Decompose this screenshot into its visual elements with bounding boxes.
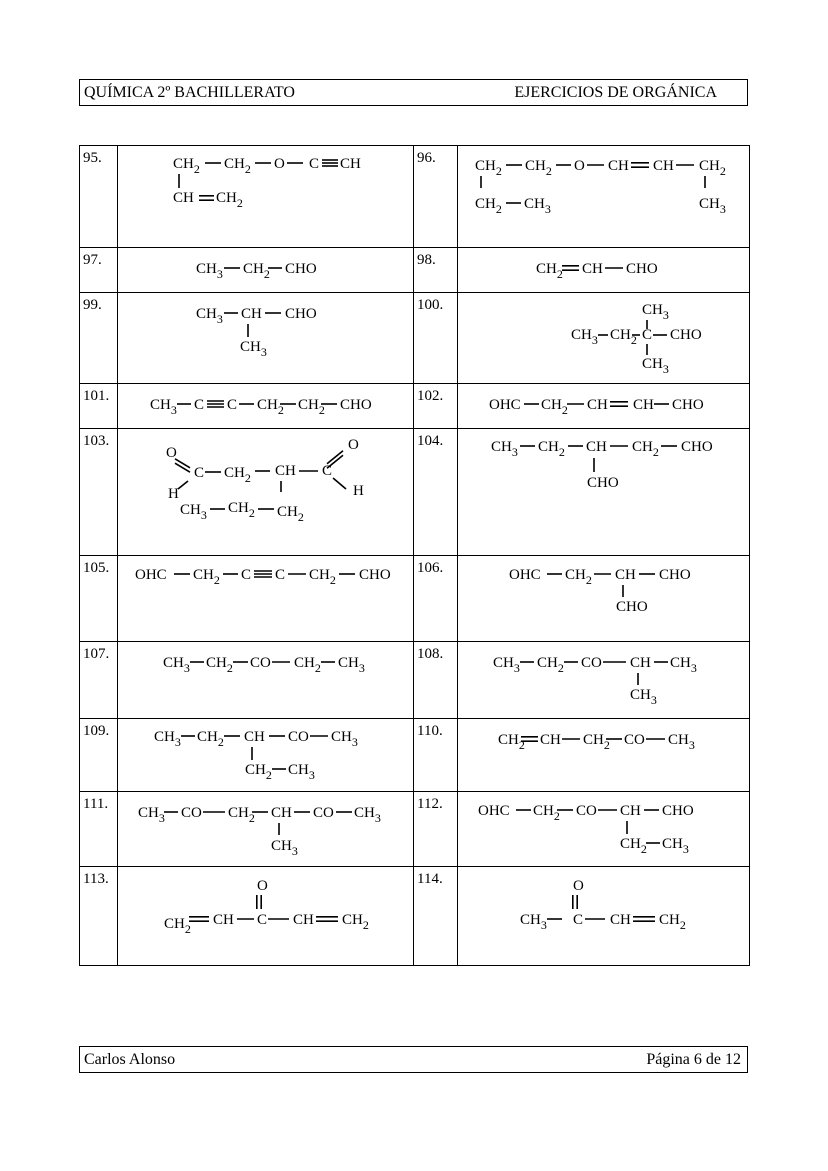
subscript: 2 [244,162,251,176]
subscript: 2 [518,738,525,752]
atom-group-label: C [241,567,252,583]
exercise-number: 100. [414,293,458,384]
atom-group-label: $CH_2$ [309,567,336,587]
atom-group-label: $CH_2$ [537,655,564,675]
atom-group-label: $CH_2$ [224,156,251,176]
exercise-number: 95. [80,146,118,248]
atom-group-label: O [166,445,177,461]
atom-group-label: CHO [285,306,317,322]
atom-group-label: C [257,912,268,928]
atom-group-label: $CH_3$ [271,838,298,858]
subscript: 2 [545,164,552,178]
subscript: 3 [260,345,267,359]
atom-group-label: CH [173,190,194,206]
molecule-103 [118,429,414,555]
subscript: 3 [719,202,726,216]
subscript: 3 [174,735,181,749]
structural-formula [118,146,414,248]
exercise-number: 110. [414,719,458,792]
atom-group-label: CHO [587,475,619,491]
subscript: 3 [540,918,547,932]
atom-group-label: $CH_2$ [206,655,233,675]
atom-group-label: $CH_2$ [173,156,200,176]
subscript: 2 [561,403,568,417]
subscript: 2 [265,768,272,782]
exercise-row [80,248,750,293]
atom-group-label: $CH_2$ [216,190,243,210]
structural-formula [118,642,414,719]
subscript: 3 [591,333,598,347]
atom-group-label: CO [181,805,202,821]
atom-group-label: $CH_2$ [583,732,610,752]
atom-group-label: $CH_2$ [533,803,560,823]
atom-group-label: CH [293,912,314,928]
exercise-number: 108. [414,642,458,719]
molecule-109 [118,719,414,791]
atom-group-label: CO [288,729,309,745]
page-footer [79,1046,748,1073]
exercise-number: 105. [80,556,118,642]
atom-group-label: $CH_2$ [538,439,565,459]
structural-formula [458,248,750,293]
atom-group-label: $CH_2$ [245,762,272,782]
atom-group-label: $CH_3$ [138,805,165,825]
subscript: 3 [688,738,695,752]
exercise-number: 102. [414,384,458,429]
subscript: 3 [158,811,165,825]
atom-group-label: OHC [135,567,167,583]
bond [175,463,190,472]
atom-group-label: $CH_3$ [642,302,669,322]
exercise-number: 99. [80,293,118,384]
atom-group-label: CH [633,397,654,413]
atom-group-label: H [168,486,179,502]
exercise-number: 106. [414,556,458,642]
atom-group-label: $CH_2$ [294,655,321,675]
atom-group-label: $CH_3$ [520,912,547,932]
subscript: 3 [183,661,190,675]
subscript: 3 [690,661,697,675]
exercise-number: 112. [414,792,458,867]
atom-group-label: $CH_3$ [524,196,551,216]
atom-group-label: CH [615,567,636,583]
atom-group-label: CHO [340,397,372,413]
atom-group-label: CH [244,729,265,745]
subscript: 2 [277,403,284,417]
exercise-number: 98. [414,248,458,293]
atom-group-label: $CH_2$ [243,261,270,281]
atom-group-label: CH [540,732,561,748]
atom-group-label: $CH_2$ [197,729,224,749]
atom-group-label: $CH_3$ [338,655,365,675]
atom-group-label: $CH_2$ [536,261,563,281]
atom-group-label: $CH_2$ [498,732,525,752]
atom-group-label: CHO [670,327,702,343]
atom-group-label: $CH_2$ [257,397,284,417]
exercise-number: 114. [414,867,458,966]
subscript: 2 [226,661,233,675]
subscript: 3 [308,768,315,782]
atom-group-label: C [642,327,653,343]
subscript: 3 [291,844,298,858]
subscript: 2 [217,735,224,749]
atom-group-label: $CH_2$ [164,916,191,936]
subscript: 3 [351,735,358,749]
molecule-107 [118,642,414,718]
bond [175,459,190,468]
molecule-98 [458,248,750,292]
atom-group-label: CO [624,732,645,748]
molecule-105 [118,556,414,641]
atom-group-label: CHO [359,567,391,583]
molecule-108 [458,642,750,718]
atom-group-label: CH [275,463,296,479]
structural-formula [118,867,414,966]
subscript: 2 [244,471,251,485]
structural-formula [458,867,750,966]
subscript: 2 [630,333,637,347]
structural-formula [118,293,414,384]
subscript: 2 [236,196,243,210]
atom-group-label: $CH_3$ [196,261,223,281]
atom-group-label: $CH_3$ [196,306,223,326]
subscript: 2 [495,164,502,178]
exercise-number: 111. [80,792,118,867]
structural-formula [118,792,414,867]
atom-group-label: CHO [659,567,691,583]
subscript: 2 [329,573,336,587]
subscript: 2 [558,445,565,459]
atom-group-label: O [348,437,359,453]
structural-formula [118,556,414,642]
subscript: 3 [513,661,520,675]
atom-group-label: CH [241,306,262,322]
atom-group-label: $CH_3$ [493,655,520,675]
bond [178,481,188,489]
atom-group-label: $CH_3$ [699,196,726,216]
exercise-number: 113. [80,867,118,966]
footer-page-number: Página 6 de 12 [646,1050,741,1068]
molecule-95 [118,146,414,247]
atom-group-label: $CH_3$ [630,687,657,707]
atom-group-label: $CH_2$ [475,158,502,178]
subscript: 3 [216,312,223,326]
atom-group-label: CH [586,439,607,455]
atom-group-label: $CH_3$ [571,327,598,347]
structural-formula [118,248,414,293]
bond [333,478,346,489]
atom-group-label: OHC [489,397,521,413]
molecule-104 [458,429,750,555]
atom-group-label: $CH_3$ [670,655,697,675]
atom-group-label: $CH_2$ [342,912,369,932]
atom-group-label: CHO [681,439,713,455]
atom-group-label: OHC [509,567,541,583]
atom-group-label: CHO [616,599,648,615]
atom-group-label: $CH_3$ [150,397,177,417]
atom-group-label: $CH_3$ [163,655,190,675]
molecule-114 [458,867,750,965]
subscript: 3 [216,267,223,281]
subscript: 2 [318,403,325,417]
atom-group-label: C [573,912,584,928]
atom-group-label: CHO [672,397,704,413]
exercise-number: 107. [80,642,118,719]
subscript: 3 [374,811,381,825]
subscript: 3 [358,661,365,675]
exercise-number: 101. [80,384,118,429]
exercise-number: 96. [414,146,458,248]
atom-group-label: $CH_2$ [610,327,637,347]
molecule-97 [118,248,414,292]
atom-group-label: $CH_2$ [277,504,304,524]
atom-group-label: C [227,397,238,413]
atom-group-label: O [574,158,585,174]
exercise-number: 103. [80,429,118,556]
atom-group-label: $CH_2$ [565,567,592,587]
structural-formula [458,429,750,556]
molecule-100 [458,293,750,383]
exercise-row [80,293,750,384]
structural-formula [458,146,750,248]
atom-group-label: $CH_2$ [659,912,686,932]
structural-formula [458,719,750,792]
subscript: 3 [544,202,551,216]
atom-group-label: CH [630,655,651,671]
molecule-96 [458,146,750,247]
atom-group-label: O [573,878,584,894]
subscript: 2 [640,842,647,856]
structural-formula [118,429,414,556]
molecule-101 [118,384,414,428]
atom-group-label: $CH_2$ [475,196,502,216]
atom-group-label: $CH_3$ [154,729,181,749]
structural-formula [458,792,750,867]
atom-group-label: $CH_2$ [632,439,659,459]
subscript: 2 [719,164,726,178]
molecule-99 [118,293,414,383]
atom-group-label: $CH_3$ [354,805,381,825]
exercise-row [80,556,750,642]
molecule-106 [458,556,750,641]
atom-group-label: CH [608,158,629,174]
atom-group-label: $CH_3$ [662,836,689,856]
atom-group-label: CH [213,912,234,928]
exercise-row [80,867,750,966]
atom-group-label: CH [610,912,631,928]
subscript: 2 [193,162,200,176]
exercise-number: 97. [80,248,118,293]
exercise-number: 109. [80,719,118,792]
atom-group-label: $CH_3$ [240,339,267,359]
subscript: 2 [184,922,191,936]
structural-formula [118,719,414,792]
atom-group-label: CO [576,803,597,819]
subscript: 2 [248,506,255,520]
molecule-111 [118,792,414,866]
atom-group-label: $CH_2$ [228,500,255,520]
subscript: 2 [248,811,255,825]
subscript: 2 [585,573,592,587]
subscript: 2 [557,661,564,675]
subscript: 2 [652,445,659,459]
structural-formula [458,384,750,429]
atom-group-label: $CH_2$ [620,836,647,856]
atom-group-label: CH [340,156,361,172]
atom-group-label: C [309,156,320,172]
atom-group-label: $CH_3$ [331,729,358,749]
atom-group-label: $CH_2$ [228,805,255,825]
exercise-table [79,145,750,966]
atom-group-label: $CH_2$ [541,397,568,417]
atom-group-label: OHC [478,803,510,819]
atom-group-label: CHO [285,261,317,277]
atom-group-label: $CH_2$ [193,567,220,587]
subscript: 2 [553,809,560,823]
molecule-110 [458,719,750,791]
subscript: 2 [679,918,686,932]
subscript: 2 [603,738,610,752]
molecule-112 [458,792,750,866]
atom-group-label: $CH_2$ [224,465,251,485]
structural-formula [458,642,750,719]
footer-author: Carlos Alonso [84,1050,176,1068]
atom-group-label: $CH_3$ [668,732,695,752]
atom-group-label: CHO [626,261,658,277]
exercise-row [80,429,750,556]
atom-group-label: CH [620,803,641,819]
subscript: 3 [650,693,657,707]
atom-group-label: $CH_2$ [525,158,552,178]
atom-group-label: $CH_3$ [642,356,669,376]
atom-group-label: $CH_2$ [298,397,325,417]
structural-formula [118,384,414,429]
atom-group-label: $CH_2$ [699,158,726,178]
atom-group-label: C [194,397,205,413]
exercise-row [80,642,750,719]
atom-group-label: O [257,878,268,894]
atom-group-label: H [353,483,364,499]
subscript: 2 [263,267,270,281]
subscript: 3 [511,445,518,459]
exercise-number: 104. [414,429,458,556]
subscript: 3 [170,403,177,417]
subscript: 2 [362,918,369,932]
exercise-row [80,384,750,429]
atom-group-label: CH [587,397,608,413]
subscript: 3 [662,362,669,376]
atom-group-label: C [322,463,333,479]
molecule-113 [118,867,414,965]
subscript: 3 [682,842,689,856]
atom-group-label: C [194,465,205,481]
atom-group-label: $CH_3$ [180,502,207,522]
atom-group-label: CH [582,261,603,277]
header-subject: QUÍMICA 2º BACHILLERATO [84,83,295,101]
header-title: EJERCICIOS DE ORGÁNICA [514,83,717,101]
molecule-102 [458,384,750,428]
atom-group-label: C [275,567,286,583]
exercise-row [80,719,750,792]
atom-group-label: CH [653,158,674,174]
atom-group-label: O [274,156,285,172]
atom-group-label: CO [313,805,334,821]
atom-group-label: CHO [662,803,694,819]
structural-formula [458,293,750,384]
exercise-row [80,146,750,248]
subscript: 3 [662,308,669,322]
subscript: 2 [495,202,502,216]
atom-group-label: CO [581,655,602,671]
subscript: 2 [297,510,304,524]
atom-group-label: $CH_3$ [288,762,315,782]
page-header [79,79,748,106]
exercise-row [80,792,750,867]
subscript: 2 [314,661,321,675]
atom-group-label: CO [250,655,271,671]
atom-group-label: CH [271,805,292,821]
subscript: 2 [213,573,220,587]
atom-group-label: $CH_3$ [491,439,518,459]
structural-formula [458,556,750,642]
subscript: 2 [556,267,563,281]
subscript: 3 [200,508,207,522]
